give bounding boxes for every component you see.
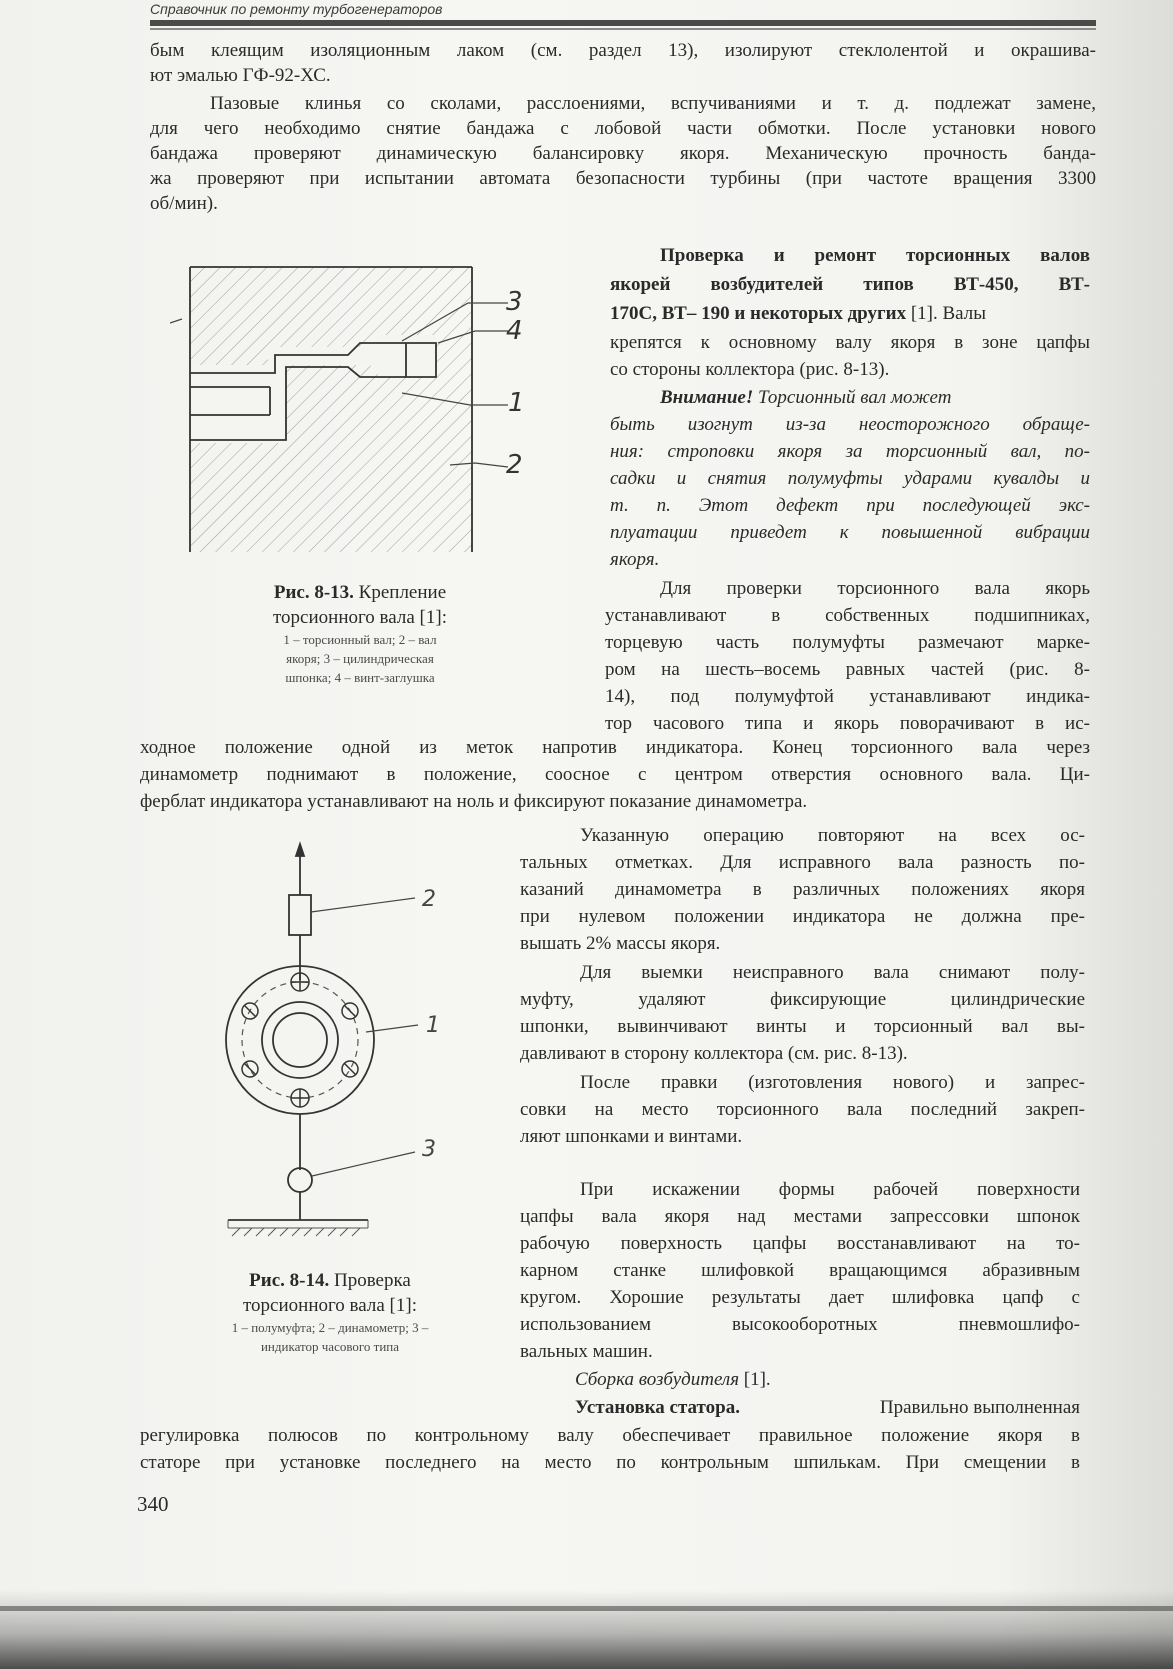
fig1-legend-line: якоря; 3 – цилиндрическая [286, 651, 434, 666]
section-title: якорей возбудителей типов ВТ-450, ВТ- [610, 274, 1090, 295]
text-line: использованием высокооборотных пневмошлифо- [520, 1314, 1080, 1335]
text-line: крепятся к основному валу якоря в зоне цапфы [610, 332, 1090, 353]
text-line: вышать 2% массы якоря. [520, 933, 721, 954]
warning-line: садки и снятия полумуфты ударами кувалды и [610, 468, 1090, 489]
text-line: При искажении формы рабочей поверхности [580, 1179, 1080, 1200]
fig1-label-3: 3 [506, 287, 523, 317]
text-line: ром на шесть–восемь равных частей (рис. 8- [605, 659, 1090, 680]
warning-line: плуатации приведет к повышенной вибрации [610, 522, 1090, 543]
text-line: рабочую поверхность цапфы восстанавливают на то- [520, 1233, 1080, 1254]
text-line: После правки (изготовления нового) и запрес- [580, 1072, 1085, 1093]
warning-label: Внимание! [660, 387, 754, 408]
text-line: ляют шпонками и винтами. [520, 1126, 743, 1147]
fig1-label-4: 4 [506, 316, 523, 346]
section-ref: [1]. Валы [910, 303, 987, 324]
text-line: вальных машин. [520, 1341, 653, 1362]
fig1-caption-line1: Крепление [358, 582, 447, 603]
text-line: шпонки, вывинчивают винты и торсионный вал вы- [520, 1016, 1085, 1037]
text-line: об/мин). [150, 193, 218, 214]
text-line: торцевую часть полумуфты размечают марке- [605, 632, 1090, 653]
fig2-caption [160, 1268, 500, 1356]
section-title: Проверка и ремонт торсионных валов [660, 245, 1090, 266]
text-line: со стороны коллектора (рис. 8-13). [610, 359, 890, 380]
section-title-line [610, 302, 1090, 325]
header-rule-thin [150, 28, 1096, 30]
text-line: совки на место торсионного вала последний закреп- [520, 1099, 1085, 1120]
text-line: ют эмалью ГФ-92-ХС. [150, 65, 331, 86]
fig1-caption-bold: Рис. 8-13. [273, 582, 354, 603]
text-line: Для проверки торсионного вала якорь [660, 578, 1090, 599]
fig1-caption [195, 580, 525, 687]
assembly-line [575, 1368, 771, 1391]
text-line: давливают в сторону коллектора (см. рис. 8-13). [520, 1043, 908, 1064]
section-title-part: 170С, ВТ– 190 и некоторых других [610, 303, 907, 324]
text-line: тальных отметках. Для исправного вала разность по- [520, 852, 1085, 873]
warning-line: т. п. Этот дефект при последующей экс- [610, 495, 1090, 516]
fig2-label-1: 1 [426, 1013, 440, 1038]
figure-8-13 [170, 255, 590, 575]
text-line: муфту, удаляют фиксирующие цилиндрические [520, 989, 1085, 1010]
fig2-label-2: 2 [422, 887, 436, 912]
warning-text: Торсионный вал может [758, 387, 952, 408]
text-line: 14), под полумуфтой устанавливают индика- [605, 686, 1090, 707]
text-line: устанавливают в собственных подшипниках, [605, 605, 1090, 626]
warning-line: якоря. [610, 549, 660, 570]
text-line: статоре при установке последнего на место по контрольным шпилькам. При смещении в [140, 1452, 1080, 1473]
fig1-label-1: 1 [508, 388, 525, 418]
text-line: ходное положение одной из меток напротив индикатора. Конец торсионного вала через [140, 737, 1090, 758]
text-line: Пазовые клинья со сколами, расслоениями, вспучиваниями и т. д. подлежат замене, [210, 93, 1096, 114]
text-line: при нулевом положении индикатора не должна пре- [520, 906, 1085, 927]
running-header: Справочник по ремонту турбогенераторов [150, 1, 443, 17]
page-number: 340 [137, 1492, 169, 1516]
header-rule [150, 20, 1096, 26]
warning-line: быть изогнут из-за неосторожного обраще- [610, 414, 1090, 435]
fig2-caption-line1: Проверка [333, 1270, 411, 1291]
text-line: бандажа проверяют динамическую балансировку якоря. Механическую прочность банда- [150, 143, 1096, 164]
warning-line: ния: строповки якоря за торсионный вал, по- [610, 441, 1090, 462]
fig1-caption-line2: торсионного вала [1]: [273, 607, 447, 628]
fig1-legend-line: шпонка; 4 – винт-заглушка [285, 670, 435, 685]
fig2-caption-bold: Рис. 8-14. [249, 1270, 330, 1291]
fig1-legend-line: 1 – торсионный вал; 2 – вал [283, 632, 437, 647]
scan-bottom-band [0, 1606, 1173, 1611]
fig2-caption-line2: торсионного вала [1]: [243, 1295, 417, 1316]
fig1-label-2: 2 [506, 450, 523, 480]
assembly-ref: [1]. [743, 1369, 771, 1390]
figure-8-14 [200, 840, 500, 1260]
text-line: ферблат индикатора устанавливают на ноль и фиксируют показание динамометра. [140, 791, 808, 812]
text-line: тор часового типа и якорь поворачивают в ис- [605, 713, 1090, 734]
stator-lead: Правильно выполненная [879, 1397, 1080, 1418]
text-line: карном станке шлифовкой вращающимся абразивным [520, 1260, 1080, 1281]
text-line: кругом. Хорошие результаты дает шлифовка цапф с [520, 1287, 1080, 1308]
text-line: бым клеящим изоляционным лаком (см. раздел 13), изолируют стеклолентой и окрашива- [150, 40, 1096, 61]
stator-line [575, 1396, 1080, 1419]
fig2-legend-line: индикатор часового типа [260, 1339, 400, 1354]
scan-bottom-shadow [0, 1590, 1173, 1669]
fig2-label-3: 3 [422, 1137, 436, 1162]
stator-title: Установка статора. [575, 1397, 740, 1418]
text-line: регулировка полюсов по контрольному валу обеспечивает правильное положение якоря в [140, 1425, 1080, 1446]
warning-line [660, 386, 1090, 409]
text-line: цапфы вала якоря над местами запрессовки шпонок [520, 1206, 1080, 1227]
text-line: Указанную операцию повторяют на всех ос- [580, 825, 1085, 846]
text-line: жа проверяют при испытании автомата безопасности турбины (при частоте вращения 3300 [150, 168, 1096, 189]
text-line: динамометр поднимают в положение, соосное с центром отверстия основного вала. Ци- [140, 764, 1090, 785]
text-line: для чего необходимо снятие бандажа с лобовой части обмотки. После установки нового [150, 118, 1096, 139]
text-line: казаний динамометра в различных положениях якоря [520, 879, 1085, 900]
text-line: Для выемки неисправного вала снимают полу- [580, 962, 1085, 983]
assembly-title: Сборка возбудителя [575, 1369, 740, 1390]
fig2-legend-line: 1 – полумуфта; 2 – динамометр; 3 – [231, 1320, 429, 1335]
